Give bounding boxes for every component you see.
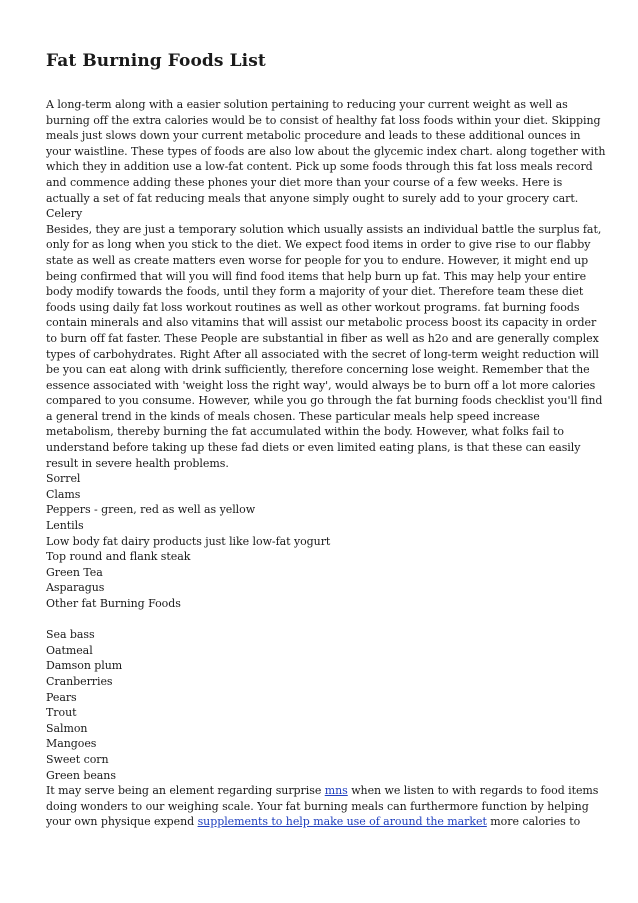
food-list-item: Green beans — [46, 768, 116, 782]
food-list-item: Salmon — [46, 721, 88, 735]
food-list-item: Lentils — [46, 519, 84, 533]
body-line: types of carbohydrates. Right After all associated with the secret of long-term weight reduction will — [46, 347, 599, 361]
intro-line: and commence adding these phones your diet more than your course of a few weeks. Here is — [46, 175, 563, 189]
body-line: be you can eat along with drink sufficiently, therefore concerning lose weight. Remember that the — [46, 363, 590, 377]
intro-line: actually a set of fat reducing meals that anyone simply ought to surely add to your grocery cart. — [46, 191, 579, 205]
closing-line — [46, 783, 599, 799]
intro-line: which they in addition use a low-fat content. Pick up some foods through this fat loss meals record — [46, 160, 593, 174]
body-line: foods using daily fat loss workout routines as well as other workout programs. fat burning foods — [46, 300, 580, 314]
body-line: contain minerals and also vitamins that will assist our metabolic process boost its capacity in order — [46, 316, 597, 330]
closing-text: It may serve being an element regarding surprise — [46, 784, 325, 798]
intro-line: meals just slows down your current metabolic procedure and leads to these additional ounces in — [46, 129, 581, 143]
body-line: essence associated with 'weight loss the right way', would always be to burn off a lot more calories — [46, 378, 596, 392]
body-line: to burn off fat faster. These People are substantial in fiber as well as h2o and are generally complex — [46, 331, 599, 345]
body-line: metabolism, thereby burning the fat accumulated within the body. However, what folks fail to — [46, 425, 564, 439]
closing-text: more calories to — [486, 815, 581, 829]
page-title: Fat Burning Foods List — [46, 51, 266, 71]
body-line: body modify towards the foods, until they form a majority of your diet. Therefore team these diet — [46, 285, 584, 299]
body-line: being confirmed that will you will find food items that help burn up fat. This may help your entire — [46, 269, 587, 283]
closing-line — [46, 814, 596, 830]
closing-text: your own physique expend — [46, 815, 198, 829]
food-list-item: Cranberries — [46, 674, 113, 688]
mns-link[interactable]: mns — [324, 784, 348, 798]
food-list-item: Green Tea — [46, 565, 103, 579]
intro-line: A long-term along with a easier solution pertaining to reducing your current weight as well as — [46, 98, 568, 111]
intro-line: burning off the extra calories would be to consist of healthy fat loss foods within your diet. Skipping — [46, 113, 601, 127]
food-list-item: Peppers - green, red as well as yellow — [46, 503, 256, 517]
body-line: compared to you consume. However, while you go through the fat burning foods checklist you'll find — [46, 394, 603, 408]
body-line: only for as long when you stick to the diet. We expect food items in order to give rise to our flabby — [46, 238, 591, 252]
intro-line: your waistline. These types of foods are also low about the glycemic index chart. along together with — [46, 144, 606, 158]
food-list-item: Clams — [46, 487, 81, 501]
closing-text: when we listen to with regards to food items — [347, 784, 599, 798]
food-list-heading: Other fat Burning Foods — [46, 597, 181, 610]
food-item-celery: Celery — [46, 207, 83, 221]
food-list-item: Asparagus — [46, 581, 105, 595]
food-list-item: Sorrel — [46, 472, 81, 486]
food-list-item: Low body fat dairy products just like low-fat yogurt — [46, 534, 331, 548]
body-line: result in severe health problems. — [46, 456, 229, 470]
body-line: a general trend in the kinds of meals chosen. These particular meals help speed increase — [46, 409, 540, 423]
food-list-item: Sea bass — [46, 628, 95, 642]
body-line: Besides, they are just a temporary solution which usually assists an individual battle the surplus fat, — [46, 222, 602, 236]
supplements-link[interactable]: supplements to help make use of around the market — [197, 815, 487, 829]
paragraph-gap — [46, 612, 596, 628]
food-list-item: Pears — [46, 690, 77, 704]
food-list-item: Oatmeal — [46, 643, 93, 657]
closing-line: doing wonders to our weighing scale. Your fat burning meals can furthermore function by helping — [46, 799, 589, 813]
article-body — [46, 97, 606, 830]
food-list-item: Damson plum — [46, 659, 123, 673]
body-line: state as well as create matters even worse for people for you to endure. However, it might end up — [46, 253, 589, 267]
food-list-item: Top round and flank steak — [46, 550, 191, 564]
food-list-item: Sweet corn — [46, 752, 109, 766]
food-list-item: Mangoes — [46, 737, 97, 751]
body-line: understand before taking up these fad diets or even limited eating plans, is that these can easily — [46, 441, 581, 455]
food-list-item: Trout — [46, 706, 77, 720]
